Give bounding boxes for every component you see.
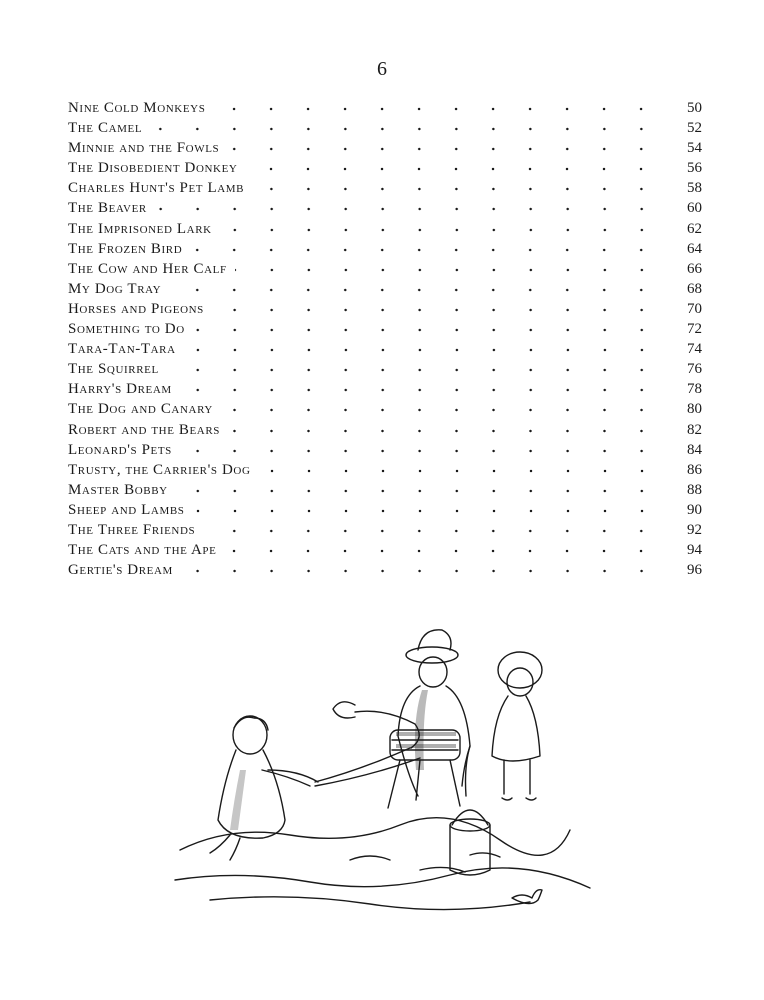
toc-entry (68, 420, 702, 440)
toc-entry-page: 50 (687, 100, 702, 116)
toc-entry (68, 540, 702, 560)
toc-entry-page: 70 (687, 300, 702, 317)
toc-entry-page: 82 (687, 421, 702, 438)
toc-entry (68, 259, 702, 279)
toc-entry-title: Tara-Tan-Tara (68, 341, 176, 358)
dot-leader (193, 502, 664, 514)
toc-entry-page: 60 (687, 200, 702, 217)
toc-entry (68, 219, 702, 239)
toc-entry-title: The Imprisoned Lark (68, 220, 212, 237)
toc-entry (68, 138, 702, 158)
dot-leader (180, 381, 664, 393)
toc-entry-page: 58 (687, 180, 702, 197)
toc-entry-page: 62 (687, 220, 702, 237)
children-playing-illustration (170, 620, 630, 920)
toc-entry-title: The Squirrel (68, 361, 159, 378)
toc-entry-title: Gertie's Dream (68, 562, 173, 579)
table-of-contents (68, 98, 702, 580)
toc-entry-title: Horses and Pigeons (68, 300, 204, 317)
toc-entry-title: Sheep and Lambs (68, 501, 185, 518)
toc-entry-page: 84 (687, 441, 702, 458)
toc-entry-page: 64 (687, 240, 702, 257)
toc-entry (68, 560, 702, 580)
dot-leader (167, 361, 664, 373)
dot-leader (245, 160, 664, 172)
toc-entry-title: Something to Do (68, 321, 185, 338)
toc-entry-page: 78 (687, 381, 702, 398)
toc-entry-title: Minnie and the Fowls (68, 140, 220, 157)
toc-entry-title: The Disobedient Donkey (68, 160, 238, 177)
toc-entry-title: The Dog and Canary (68, 401, 213, 418)
toc-entry-page: 74 (687, 341, 702, 358)
toc-entry-title: The Cow and Her Calf (68, 260, 227, 277)
dot-leader (181, 562, 664, 574)
toc-entry-title: Robert and the Bears (68, 421, 220, 438)
toc-entry-page: 66 (687, 260, 702, 277)
toc-entry-title: Trusty, the Carrier's Dog (68, 461, 251, 478)
toc-entry-page: 54 (687, 140, 702, 157)
toc-entry-page: 80 (687, 401, 702, 418)
toc-entry-title: The Camel (68, 120, 143, 137)
dot-leader (155, 200, 664, 212)
dot-leader (193, 321, 664, 333)
toc-entry (68, 198, 702, 218)
toc-entry (68, 178, 702, 198)
dot-leader (227, 140, 664, 152)
toc-entry-title: Leonard's Pets (68, 441, 172, 458)
toc-entry-page: 94 (687, 542, 702, 559)
dot-leader (212, 301, 664, 313)
toc-entry-title: Nine Cold Monkeys (68, 100, 206, 116)
toc-entry-title: The Frozen Bird (68, 240, 183, 257)
toc-entry-page: 96 (687, 562, 702, 579)
dot-leader (220, 221, 664, 233)
toc-entry-title: Master Bobby (68, 481, 168, 498)
page-number: 6 (377, 58, 387, 80)
toc-entry (68, 520, 702, 540)
toc-entry-page: 76 (687, 361, 702, 378)
toc-entry-title: The Cats and the Ape (68, 542, 217, 559)
toc-entry (68, 239, 702, 259)
dot-leader (184, 341, 664, 353)
toc-entry (68, 379, 702, 399)
dot-leader (150, 120, 664, 132)
engraving-image (170, 620, 630, 920)
toc-entry-title: The Three Friends (68, 521, 196, 538)
toc-entry (68, 98, 702, 118)
toc-entry (68, 319, 702, 339)
toc-entry-page: 68 (687, 280, 702, 297)
toc-entry (68, 118, 702, 138)
toc-entry-page: 90 (687, 501, 702, 518)
toc-entry (68, 158, 702, 178)
toc-entry (68, 440, 702, 460)
toc-entry-page: 92 (687, 521, 702, 538)
toc-entry-title: My Dog Tray (68, 280, 162, 297)
dot-leader (190, 241, 664, 253)
dot-leader (228, 422, 664, 434)
toc-entry-title: Charles Hunt's Pet Lamb (68, 180, 245, 197)
toc-entry-page: 72 (687, 321, 702, 338)
toc-entry (68, 500, 702, 520)
toc-entry (68, 279, 702, 299)
toc-entry-page: 56 (687, 160, 702, 177)
dot-leader (203, 522, 664, 534)
toc-entry (68, 480, 702, 500)
toc-entry-title: The Beaver (68, 200, 147, 217)
toc-entry-page: 86 (687, 461, 702, 478)
dot-leader (180, 442, 664, 454)
toc-entry (68, 399, 702, 419)
dot-leader (213, 100, 664, 112)
toc-entry (68, 299, 702, 319)
dot-leader (235, 261, 664, 273)
dot-leader (176, 482, 664, 494)
toc-entry-title: Harry's Dream (68, 381, 172, 398)
dot-leader (224, 542, 664, 554)
toc-entry (68, 359, 702, 379)
toc-entry-page: 52 (687, 120, 702, 137)
toc-entry (68, 460, 702, 480)
dot-leader (259, 462, 665, 474)
toc-entry (68, 339, 702, 359)
dot-leader (221, 401, 664, 413)
toc-entry-page: 88 (687, 481, 702, 498)
dot-leader (252, 180, 664, 192)
dot-leader (169, 281, 664, 293)
